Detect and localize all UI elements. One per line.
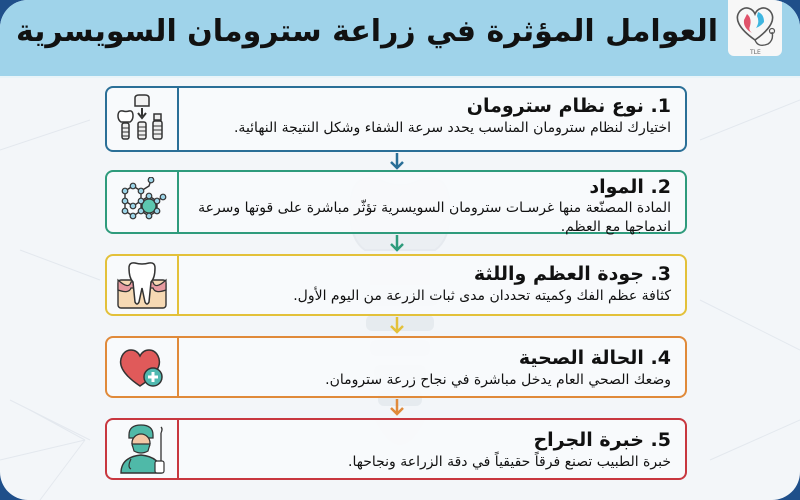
molecule-icon <box>117 177 167 227</box>
card-text <box>187 262 671 306</box>
heart-plus-icon <box>116 344 168 390</box>
icon-cell <box>107 88 179 150</box>
arrow-down-icon <box>389 153 405 171</box>
card-text <box>187 175 671 237</box>
factor-card-4 <box>105 336 687 398</box>
factor-description: اختيارك لنظام سترومان المناسب يحدد سرعة الشفاء وشكل النتيجة النهائية. <box>233 120 671 136</box>
factor-card-3 <box>105 254 687 316</box>
header-banner <box>0 0 800 78</box>
surgeon-icon <box>117 423 167 475</box>
dental-implant-icon <box>114 94 170 144</box>
factor-description: كثافة عظم الفك وكميته تحددان مدى ثبات الزرعة من اليوم الأول. <box>293 288 671 304</box>
factor-title: 2. المواد <box>589 176 671 198</box>
tooth-gum-icon <box>115 260 169 310</box>
icon-cell <box>107 338 179 396</box>
factor-card-2 <box>105 170 687 234</box>
factor-title: 5. خبرة الجراح <box>533 429 671 451</box>
factor-card-5 <box>105 418 687 480</box>
arrow-down-icon <box>389 317 405 335</box>
logo[interactable] <box>728 0 782 56</box>
svg-text:TLE: TLE <box>750 49 761 56</box>
factor-title: 1. نوع نظام سترومان <box>466 95 671 117</box>
icon-cell <box>107 420 179 478</box>
factor-description: وضعك الصحي العام يدخل مباشرة في نجاح زرعة سترومان. <box>325 372 671 388</box>
page-title: العوامل المؤثرة في زراعة سترومان السويسرية <box>15 14 718 49</box>
factor-card-1 <box>105 86 687 152</box>
heart-stethoscope-logo-icon <box>728 0 782 56</box>
arrow-down-icon <box>389 399 405 417</box>
factor-title: 4. الحالة الصحية <box>518 347 671 369</box>
card-text <box>187 428 671 472</box>
icon-cell <box>107 172 179 232</box>
icon-cell <box>107 256 179 314</box>
factor-description: المادة المصنّعة منها غرسـات سترومان السويسرية تؤثّر مباشرة على قوتها وسرعة اندماجها مع العظم. <box>198 200 671 235</box>
factor-title: 3. جودة العظم واللثة <box>473 263 671 285</box>
card-text <box>187 346 671 390</box>
factor-description: خبرة الطبيب تصنع فرقاً حقيقياً في دقة الزراعة ونجاحها. <box>348 454 671 470</box>
arrow-down-icon <box>389 235 405 253</box>
card-text <box>187 94 671 138</box>
